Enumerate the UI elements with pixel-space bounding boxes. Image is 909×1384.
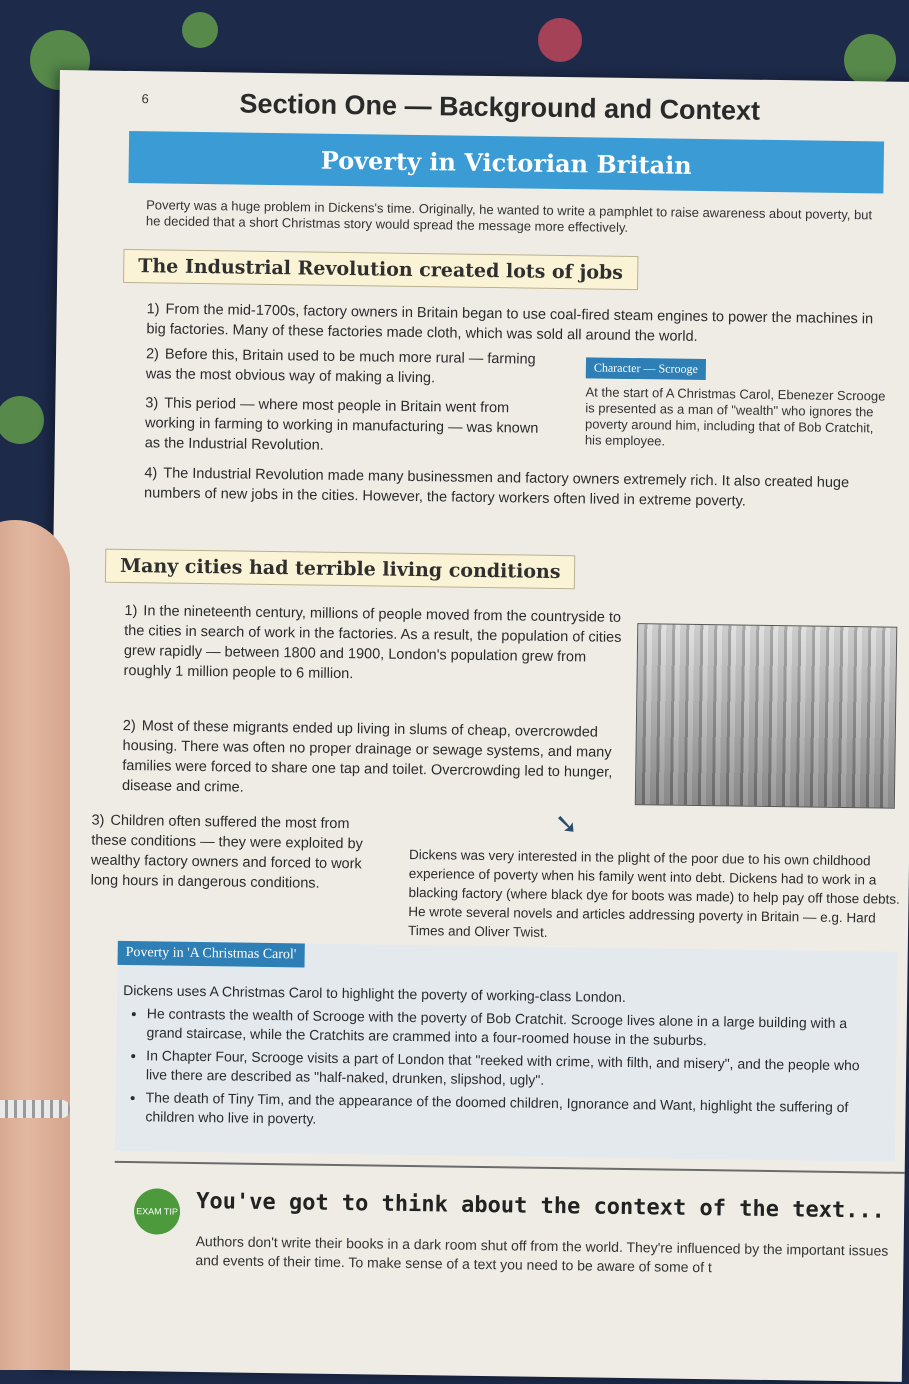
christmas-carol-box-label: Poverty in 'A Christmas Carol' — [118, 941, 305, 968]
title-banner — [128, 131, 884, 194]
city-point-2: 2) Most of these migrants ended up living in slums of cheap, overcrowded housing. There was often no proper drainage or sewage systems, and many families were forced to share one tap and toilet. Overcrowding led to hunger, disease and crime. — [121, 717, 613, 796]
section-title: Section One — Background and Context — [239, 88, 761, 126]
character-box-text: At the start of A Christmas Carol, Ebenezer Scrooge is presented as a man of "wealth" who ignores the poverty around him, including that of Bob Cratchit, his employee. — [584, 384, 886, 449]
list-item: • The death of Tiny Tim, and the appearance of the doomed children, Ignorance and Want, highlight the suffering of children who live in poverty. — [145, 1088, 881, 1136]
ir-point-3: 3) This period — where most people in Britain went from working in farming to working in manufacturing — was known as the Industrial Revolution. — [144, 395, 539, 454]
exam-tip-heading: You've got to think about the context of the text... — [196, 1189, 886, 1224]
exam-tip-badge: EXAM TIP — [134, 1188, 181, 1235]
heading-living-conditions: Many cities had terrible living conditions — [105, 549, 576, 590]
ir-point-2: 2) Before this, Britain used to be much more rural — farming was the most obvious way of making a living. — [145, 346, 536, 387]
dickens-childhood-text: Dickens was very interested in the plight of the poor due to his own childhood experience of poverty when his family went into debt. Dickens had to work in a blacking factory (where black dye for boots was made) to help pay off those debts. He wrote several novels and articles addressing poverty in Britain — e.g. Hard Times and Oliver Twist. — [407, 846, 900, 940]
ir-point-1: 1) From the mid-1700s, factory owners in Britain began to use coal-fired steam engines to power the machines in big factories. Many of these factories made cloth, which was sold all around the world. — [146, 301, 874, 345]
character-box-label: Character — Scrooge — [586, 357, 706, 380]
intro-paragraph: Poverty was a huge problem in Dickens's time. Originally, he wanted to write a pamphlet to raise awareness about poverty, but he decided that a short Christmas story would spread the message more effectively. — [145, 197, 873, 235]
page-number: 6 — [141, 91, 149, 107]
arrow-icon: ➘ — [554, 807, 579, 840]
page-title: Poverty in Victorian Britain — [320, 145, 692, 180]
character-box — [585, 357, 886, 452]
heading-industrial-revolution: The Industrial Revolution created lots of jobs — [123, 249, 638, 290]
book-page — [42, 70, 909, 1382]
list-item: • In Chapter Four, Scrooge visits a part of London that "reeked with crime, with filth, and misery", and the people who live there are described as "half-naked, drunken, slipshod, ugly". — [146, 1046, 882, 1094]
slum-illustration — [635, 623, 898, 809]
exam-tip-text: Authors don't write their books in a dark room shut off from the world. They're influenced by the important issues and events of their time. To make sense of a text you need to be aware of some of t — [195, 1233, 889, 1276]
hand-thumb — [0, 520, 70, 1370]
christmas-carol-box — [115, 941, 898, 1162]
list-item: • He contrasts the wealth of Scrooge with the poverty of Bob Cratchit. Scrooge lives alone in a large building with a grand staircase, while the Cratchits are crammed into a four-roomed house in the suburbs. — [146, 1004, 882, 1052]
exam-tip-box — [112, 1161, 905, 1384]
christmas-carol-intro: Dickens uses A Christmas Carol to highlight the poverty of working-class London. — [123, 981, 626, 1005]
bracelet — [0, 1100, 70, 1118]
city-point-3: 3) Children often suffered the most from these conditions — they were exploited by wealthy factory owners and forced to work long hours in dangerous conditions. — [90, 812, 363, 892]
christmas-carol-bullets — [145, 1004, 883, 1136]
city-point-1: 1) In the nineteenth century, millions of people moved from the countryside to the cities in search of work in the factories. As a result, the population of cities grew rapidly — between 1800 and 1900, London's population grew from roughly 1 million people to 6 million. — [123, 602, 622, 683]
ir-point-4: 4) The Industrial Revolution made many businessmen and factory owners extremely rich. It also created huge numbers of new jobs in the cities. However, the factory workers often lived in extreme poverty. — [143, 465, 850, 510]
